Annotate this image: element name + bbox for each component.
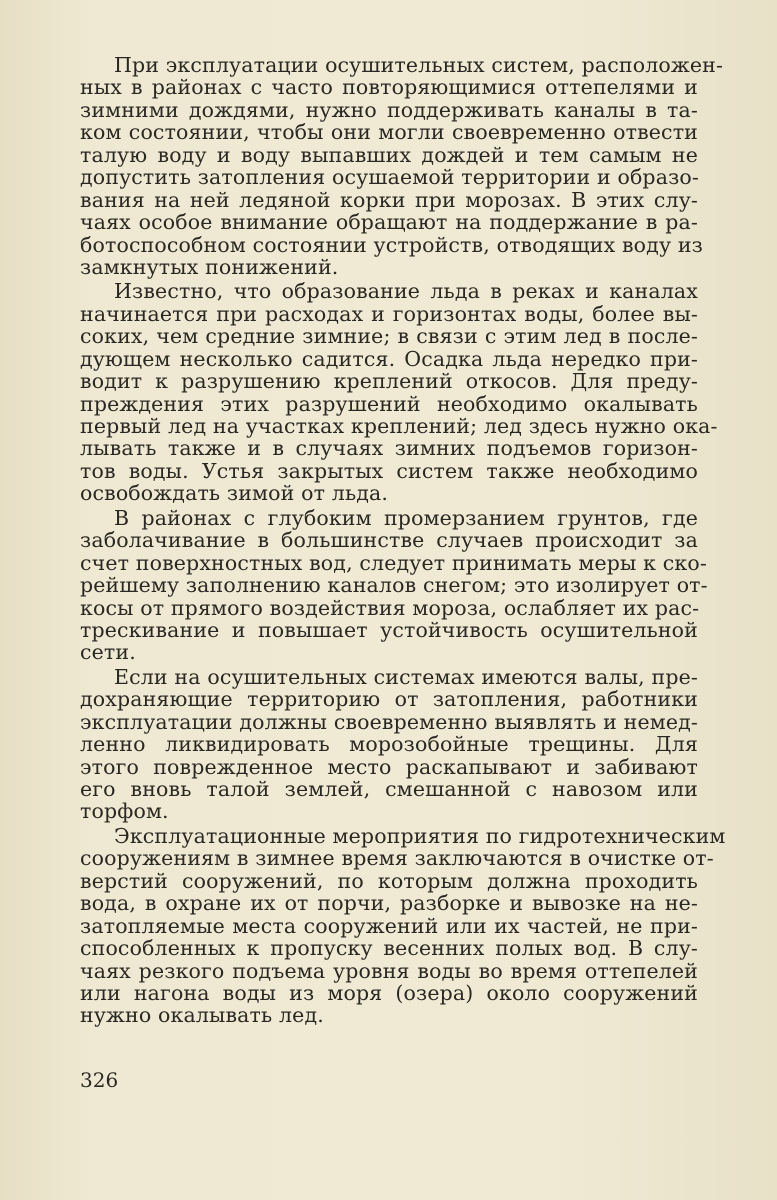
text-line: тов воды. Устья закрытых систем также необходимо [80, 458, 698, 483]
body-text [80, 53, 726, 1028]
paragraph-4 [80, 666, 698, 823]
text-line: чаях резкого подъема уровня воды во время оттепелей [80, 958, 698, 983]
text-line: чаях особое внимание обращают на поддержание в ра- [80, 210, 698, 235]
paragraph-2 [80, 279, 718, 506]
text-line: трескивание и повышает устойчивость осушительной [80, 617, 698, 642]
text-line: дующем несколько садится. Осадка льда нередко при- [80, 346, 698, 371]
text-line: его вновь талой землей, смешанной с навозом или [80, 777, 698, 801]
text-line: Эксплуатационные мероприятия по гидротехническим [114, 823, 726, 848]
text-line: или нагона воды из моря (озера) около сооружений [80, 980, 698, 1005]
text-line: ных в районах с часто повторяющимися оттепелями и [80, 75, 698, 100]
text-line: освобождать зимой от льда. [80, 481, 389, 506]
text-line: счет поверхностных вод, следует принимать меры к ско- [80, 550, 707, 575]
text-line: допустить затопления осушаемой территории и образо- [80, 165, 699, 190]
text-line: первый лед на участках креплений; лед здесь нужно ока- [80, 414, 718, 438]
text-line: ботоспособном состоянии устройств, отводящих воду из [80, 232, 703, 257]
text-line: ком состоянии, чтобы они могли своевременно отвести [80, 120, 698, 145]
text-line: сети. [80, 640, 136, 665]
text-line: эксплуатации должны своевременно выявлять и немед- [80, 709, 698, 734]
text-line: лывать также и в случаях зимних подъемов горизон- [80, 436, 698, 461]
text-line: талую воду и воду выпавших дождей и тем самым не [80, 142, 698, 167]
text-line: косы от прямого воздействия мороза, ослабляет их рас- [80, 595, 700, 620]
text-line: начинается при расходах и горизонтах воды, более вы- [80, 301, 698, 326]
text-line: затопляемые места сооружений или их частей, не при- [80, 913, 698, 938]
paragraph-1 [80, 53, 724, 279]
text-line: соких, чем средние зимние; в связи с этим лед в после- [80, 324, 698, 349]
text-line: сооружениям в зимнее время заключаются в очистке от- [80, 846, 714, 871]
text-line: способленных к пропуску весенних полых вод. В слу- [80, 936, 698, 961]
paragraph-5 [80, 823, 726, 1028]
text-line: рейшему заполнению каналов снегом; это изолирует от- [80, 573, 708, 598]
text-line: Известно, что образование льда в реках и каналах [114, 279, 698, 304]
text-line: преждения этих разрушений необходимо окалывать [80, 391, 698, 416]
text-line: дохраняющие территорию от затопления, работники [80, 687, 698, 712]
text-line: вода, в охране их от порчи, разборке и вывозке на не- [80, 891, 698, 916]
text-line: При эксплуатации осушительных систем, расположен- [114, 53, 724, 77]
text-line: торфом. [80, 799, 169, 824]
text-line: ленно ликвидировать морозобойные трещины. Для [80, 732, 698, 757]
text-line: замкнутых понижений. [80, 254, 339, 279]
text-line: заболачивание в большинстве случаев происходит за [80, 528, 698, 553]
text-line: вания на ней ледяной корки при морозах. В этих слу- [80, 187, 698, 212]
text-line: зимними дождями, нужно поддерживать каналы в та- [80, 97, 698, 122]
paragraph-3 [80, 505, 708, 665]
text-line: верстий сооружений, по которым должна проходить [80, 868, 698, 893]
text-line: нужно окалывать лед. [80, 1003, 324, 1028]
text-line: этого поврежденное место раскапывают и забивают [80, 754, 698, 779]
page-number: 326 [80, 1068, 119, 1092]
text-line: В районах с глубоким промерзанием грунтов, где [114, 505, 698, 530]
text-line: водит к разрушению креплений откосов. Для преду- [80, 369, 698, 394]
text-line: Если на осушительных системах имеются валы, пре- [114, 664, 698, 689]
